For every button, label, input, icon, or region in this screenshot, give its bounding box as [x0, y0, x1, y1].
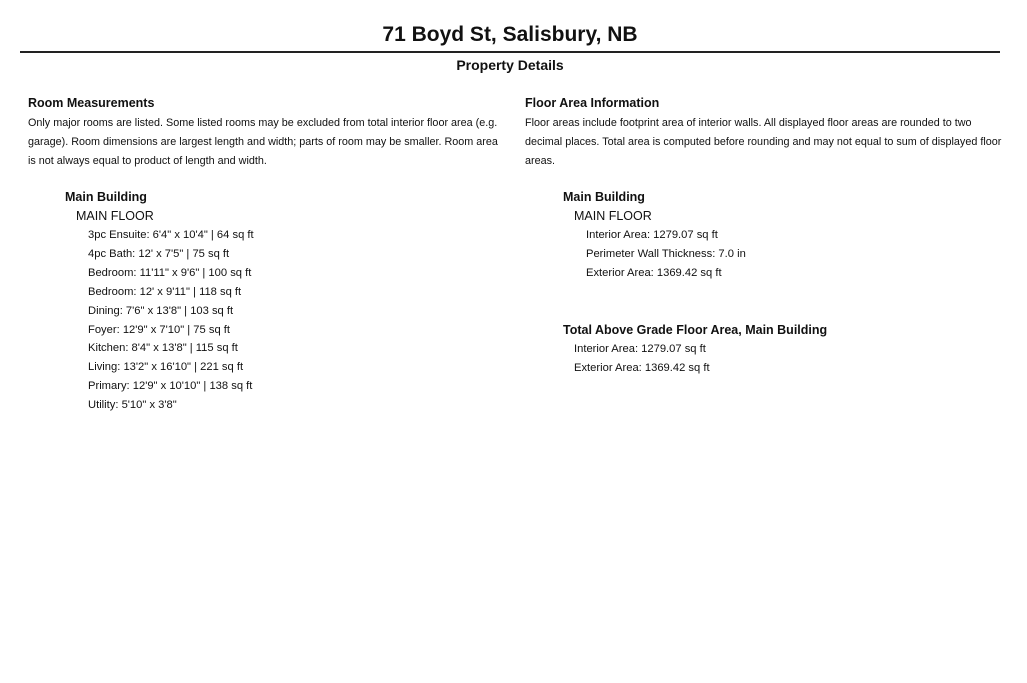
total-floor-area-block [563, 321, 827, 378]
room-list [65, 226, 254, 415]
room-entry: 4pc Bath: 12' x 7'5" | 75 sq ft [88, 247, 230, 260]
total-floor-area-entry: Exterior Area: 1369.42 sq ft [574, 361, 710, 374]
room-entry: Kitchen: 8'4" x 13'8" | 115 sq ft [88, 342, 238, 355]
total-floor-area-list [563, 340, 827, 378]
floor-area-entry: Exterior Area: 1369.42 sq ft [586, 266, 722, 279]
room-entry: Foyer: 12'9" x 7'10" | 75 sq ft [88, 323, 230, 336]
room-entry: Bedroom: 11'11" x 9'6" | 100 sq ft [88, 266, 252, 279]
room-entry: Bedroom: 12' x 9'11" | 118 sq ft [88, 285, 242, 298]
floor-area-description: Floor areas include footprint area of interior walls. All displayed floor areas are rounded to two decimal places. Total area is computed before rounding and may not equal to sum of displayed floor areas. [525, 117, 1002, 167]
floor-area-entry: Interior Area: 1279.07 sq ft [586, 229, 718, 241]
total-floor-area-entry: Interior Area: 1279.07 sq ft [574, 343, 706, 355]
page-title: 71 Boyd St, Salisbury, NB [382, 23, 638, 46]
floor-area-building-block [563, 188, 746, 283]
floor-area-heading: Floor Area Information [525, 96, 660, 110]
floor-area-entry: Perimeter Wall Thickness: 7.0 in [586, 247, 746, 260]
floor-area-floor-label: MAIN FLOOR [574, 209, 652, 223]
floor-area-building-heading: Main Building [563, 190, 645, 204]
room-entry: Primary: 12'9" x 10'10" | 138 sq ft [88, 380, 253, 393]
room-entry: 3pc Ensuite: 6'4" x 10'4" | 64 sq ft [88, 229, 254, 241]
total-floor-area-heading: Total Above Grade Floor Area, Main Building [563, 323, 828, 337]
room-entry: Dining: 7'6" x 13'8" | 103 sq ft [88, 304, 234, 317]
room-entry: Living: 13'2" x 16'10" | 221 sq ft [88, 361, 244, 374]
room-floor-label: MAIN FLOOR [76, 209, 154, 223]
room-building-heading: Main Building [65, 190, 147, 204]
room-measurements-heading: Room Measurements [28, 96, 155, 110]
floor-area-list [563, 226, 746, 283]
room-entry: Utility: 5'10" x 3'8" [88, 399, 177, 412]
title-divider [20, 51, 1000, 53]
room-building-block [65, 188, 254, 415]
room-measurements-section [28, 95, 506, 412]
page-subtitle: Property Details [456, 57, 564, 73]
room-measurements-description: Only major rooms are listed. Some listed rooms may be excluded from total interior floor area (e.g. garage). Room dimensions are largest length and width; parts of room may be smaller. Room area is not always equal to product of length and width. [28, 117, 498, 167]
floor-area-section [525, 95, 1005, 374]
